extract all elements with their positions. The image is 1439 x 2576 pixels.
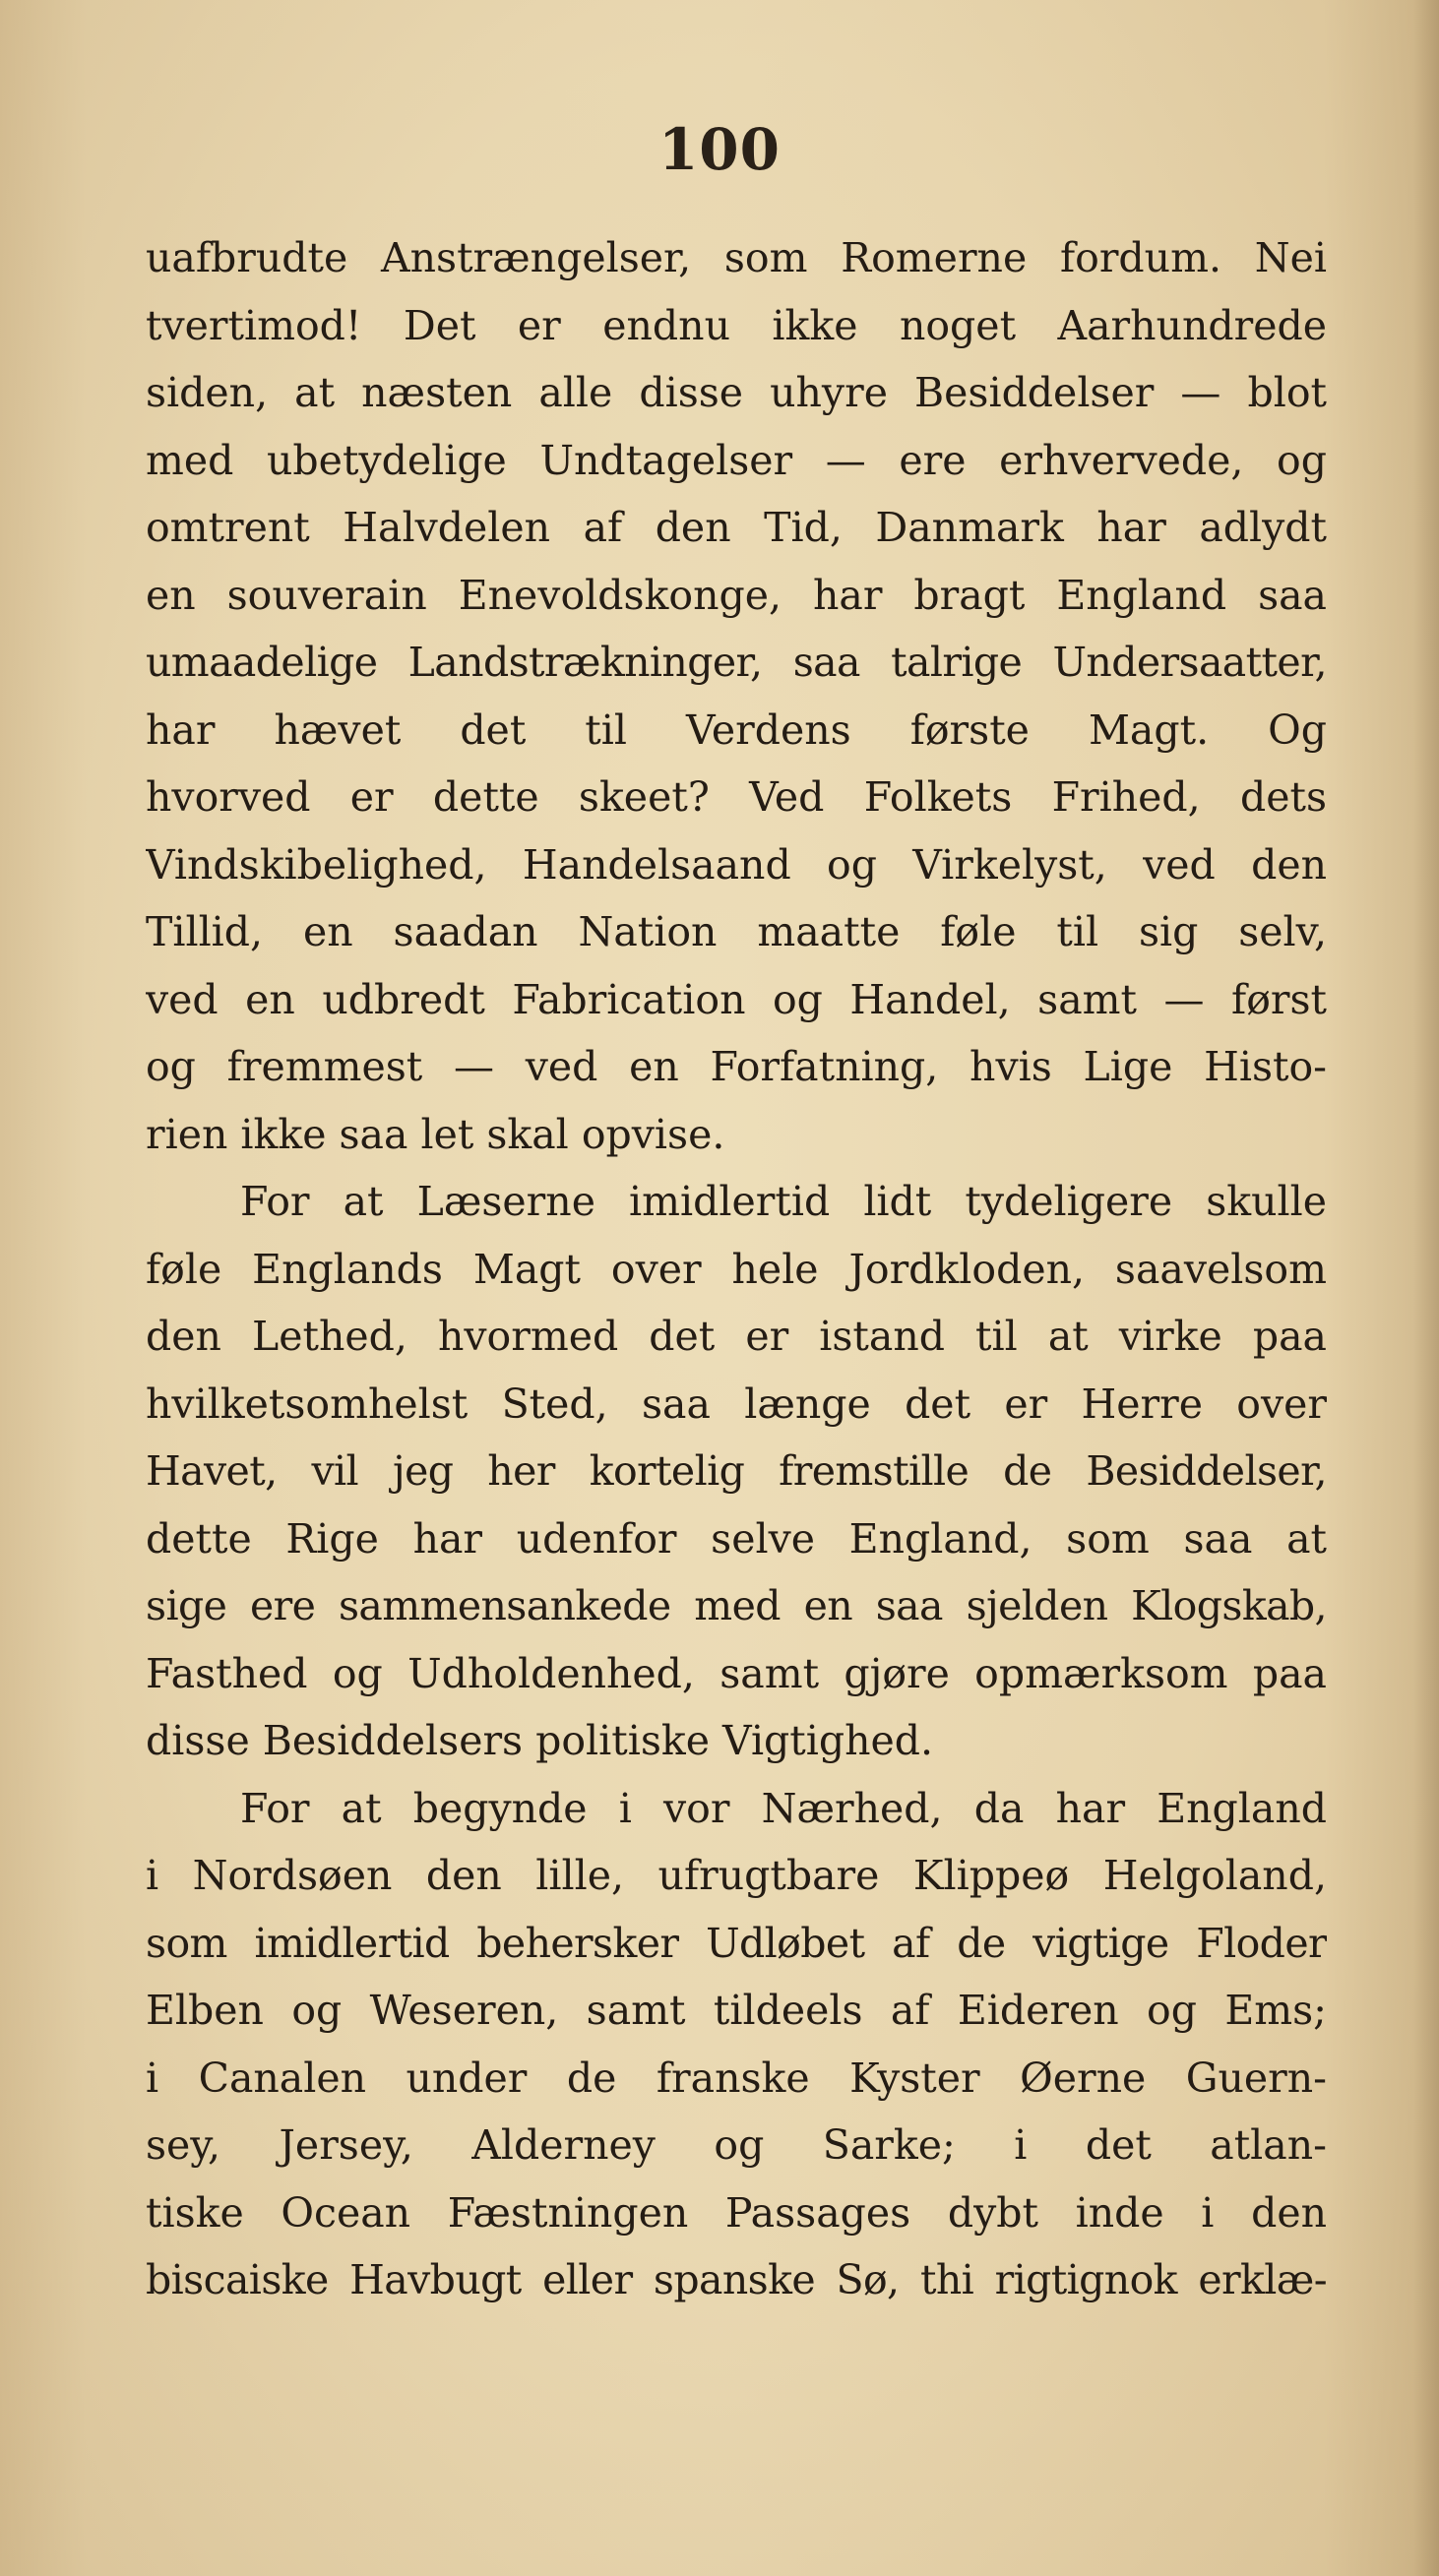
paragraph-start-line: For at Læserne imidlertid lidt tydeligere skulle [240,1178,1327,1225]
text-line: siden, at næsten alle disse uhyre Besiddelser — blot [146,369,1327,416]
text-line: hvilketsomhelst Sted, saa længe det er Herre over [146,1380,1327,1428]
text-line: tiske Ocean Fæstningen Passages dybt inde i den [146,2188,1327,2237]
text-line: i Nordsøen den lille, ufrugtbare Klippeø Helgoland, [146,1852,1327,1899]
text-line: den Lethed, hvormed det er istand til at virke paa [146,1313,1327,1360]
text-line: Vindskibelighed, Handelsaand og Virkelyst, ved den [146,840,1327,889]
text-line: Havet, vil jeg her kortelig fremstille de Besiddelser, [146,1447,1327,1495]
text-line: i Canalen under de franske Kyster Øerne Guern- [146,2054,1327,2102]
text-line: ved en udbredt Fabrication og Handel, samt — først [146,975,1327,1023]
text-line: Fasthed og Udholdenhed, samt gjøre opmærksom paa [146,1649,1327,1697]
paragraph-end-line: rien ikke saa let skal opvise. [146,1110,725,1158]
text-line: Elben og Weseren, samt tildeels af Eideren og Ems; [146,1987,1327,2034]
text-line: som imidlertid behersker Udløbet af de vigtige Floder [146,1919,1327,1967]
body-text [146,224,1327,2314]
text-line: biscaiske Havbugt eller spanske Sø, thi rigtignok erklæ- [146,2256,1327,2303]
text-line: uafbrudte Anstrængelser, som Romerne fordum. Nei [146,234,1327,281]
paragraph-end-line: disse Besiddelsers politiske Vigtighed. [146,1717,934,1764]
text-line: en souverain Enevoldskonge, har bragt England saa [146,571,1327,619]
text-line: sey, Jersey, Alderney og Sarke; i det atlan- [146,2121,1327,2169]
page-number: 100 [657,116,782,183]
text-line: tvertimod! Det er endnu ikke noget Aarhundrede [146,301,1327,349]
text-line: dette Rige har udenfor selve England, som saa at [146,1514,1327,1563]
text-line: har hævet det til Verdens første Magt. Og [146,705,1327,754]
text-line: hvorved er dette skeet? Ved Folkets Frihed, dets [146,773,1327,821]
text-line: med ubetydelige Undtagelser — ere erhvervede, og [146,436,1327,484]
text-line: Tillid, en saadan Nation maatte føle til sig selv, [146,908,1327,955]
text-line: sige ere sammensankede med en saa sjelden Klogskab, [146,1582,1327,1629]
text-line: og fremmest — ved en Forfatning, hvis Lige Histo- [146,1043,1327,1090]
text-line: umaadelige Landstrækninger, saa talrige Undersaatter, [146,639,1327,686]
paragraph-start-line: For at begynde i vor Nærhed, da har England [240,1784,1327,1832]
text-line: føle Englands Magt over hele Jordkloden, saavelsom [146,1245,1327,1293]
text-line: omtrent Halvdelen af den Tid, Danmark har adlydt [146,504,1327,551]
